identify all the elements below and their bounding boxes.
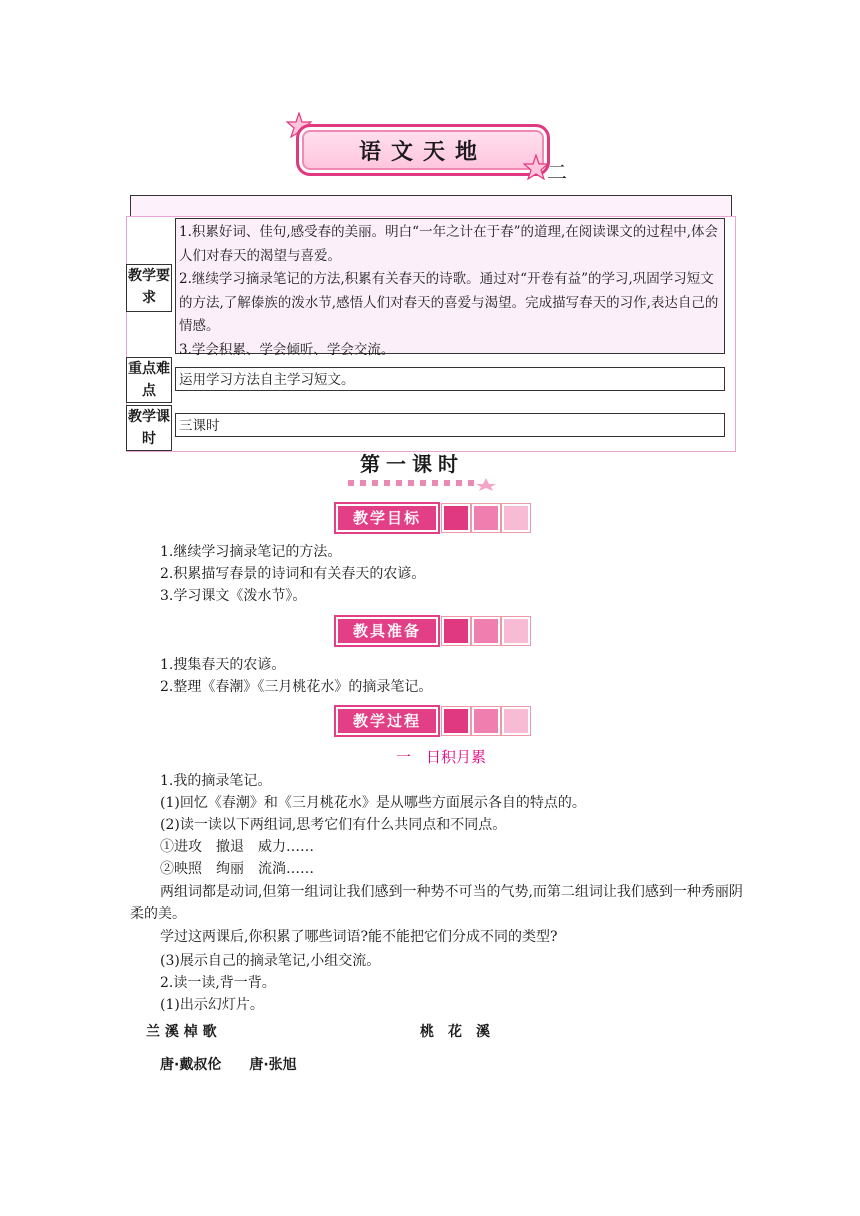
goals-tag: 教学目标 xyxy=(336,504,438,532)
process-line: ①进攻 撤退 威力…… xyxy=(160,839,314,855)
tag-square xyxy=(442,504,470,532)
key-points-label: 重点难点 xyxy=(126,357,172,403)
section-heading: 一 日积月累 xyxy=(396,748,487,766)
process-paragraph: 学过这两课后,你积累了哪些词语?能不能把它们分成不同的类型? xyxy=(160,929,558,945)
requirement-item: 1.积累好词、佳句,感受春的美丽。明白“一年之计在于春”的道理,在阅读课文的过程中,体会人们对春天的渴望与喜爱。 xyxy=(179,224,719,264)
tag-square xyxy=(502,707,530,735)
poem-title: 桃 花 溪 xyxy=(420,1024,490,1040)
requirement-item: 3.学会积累、学会倾听、学会交流。 xyxy=(179,341,395,358)
requirement-item: 2.继续学习摘录笔记的方法,积累有关春天的诗歌。通过对“开卷有益”的学习,巩固学习短文的方法,了解傣族的泼水节,感悟人们对春天的喜爱与渴望。完成描写春天的习作,表达自己的情感。 xyxy=(179,271,719,334)
tag-square xyxy=(472,504,500,532)
goal-item: 3.学习课文《泼水节》。 xyxy=(160,588,307,604)
process-line: 1.我的摘录笔记。 xyxy=(160,773,272,789)
process-line: (1)出示幻灯片。 xyxy=(160,997,264,1013)
tag-square xyxy=(442,707,470,735)
star-icon xyxy=(523,154,549,180)
process-line: (1)回忆《春潮》和《三月桃花水》是从哪些方面展示各自的特点的。 xyxy=(160,795,586,811)
process-paragraph: 两组词都是动词,但第一组词让我们感到一种势不可当的气势,而第二组词让我们感到一种秀丽阴柔的美。 xyxy=(130,884,743,922)
requirements-cell xyxy=(175,218,725,358)
dotted-underline xyxy=(346,477,502,491)
prep-item: 1.搜集春天的农谚。 xyxy=(160,657,286,673)
process-line: (2)读一读以下两组词,思考它们有什么共同点和不同点。 xyxy=(160,817,507,833)
lesson-title: 第一课时 xyxy=(360,452,464,476)
tag-square xyxy=(502,617,530,645)
process-line: ②映照 绚丽 流淌…… xyxy=(160,861,314,877)
page-title: 语文天地 xyxy=(296,124,550,176)
prep-item: 2.整理《春潮》《三月桃花水》的摘录笔记。 xyxy=(160,679,433,695)
prep-tag: 教具准备 xyxy=(336,617,438,645)
hours-label: 教学课时 xyxy=(126,405,172,451)
tag-square xyxy=(502,504,530,532)
title-suffix: 二 xyxy=(547,160,567,184)
key-points-cell: 运用学习方法自主学习短文。 xyxy=(175,367,725,391)
process-line: (3)展示自己的摘录笔记,小组交流。 xyxy=(160,953,381,969)
tag-square xyxy=(472,617,500,645)
process-line: 2.读一读,背一背。 xyxy=(160,975,276,991)
goal-item: 2.积累描写春景的诗词和有关春天的农谚。 xyxy=(160,566,426,582)
hours-cell: 三课时 xyxy=(175,413,725,437)
table-header-bar xyxy=(130,195,732,217)
requirements-label: 教学要求 xyxy=(126,264,172,312)
process-tag: 教学过程 xyxy=(336,707,438,735)
poem-authors: 唐·戴叔伦 唐·张旭 xyxy=(160,1057,297,1073)
tag-square xyxy=(472,707,500,735)
goal-item: 1.继续学习摘录笔记的方法。 xyxy=(160,544,342,560)
poem-title: 兰 溪 棹 歌 xyxy=(146,1024,217,1040)
tag-square xyxy=(442,617,470,645)
